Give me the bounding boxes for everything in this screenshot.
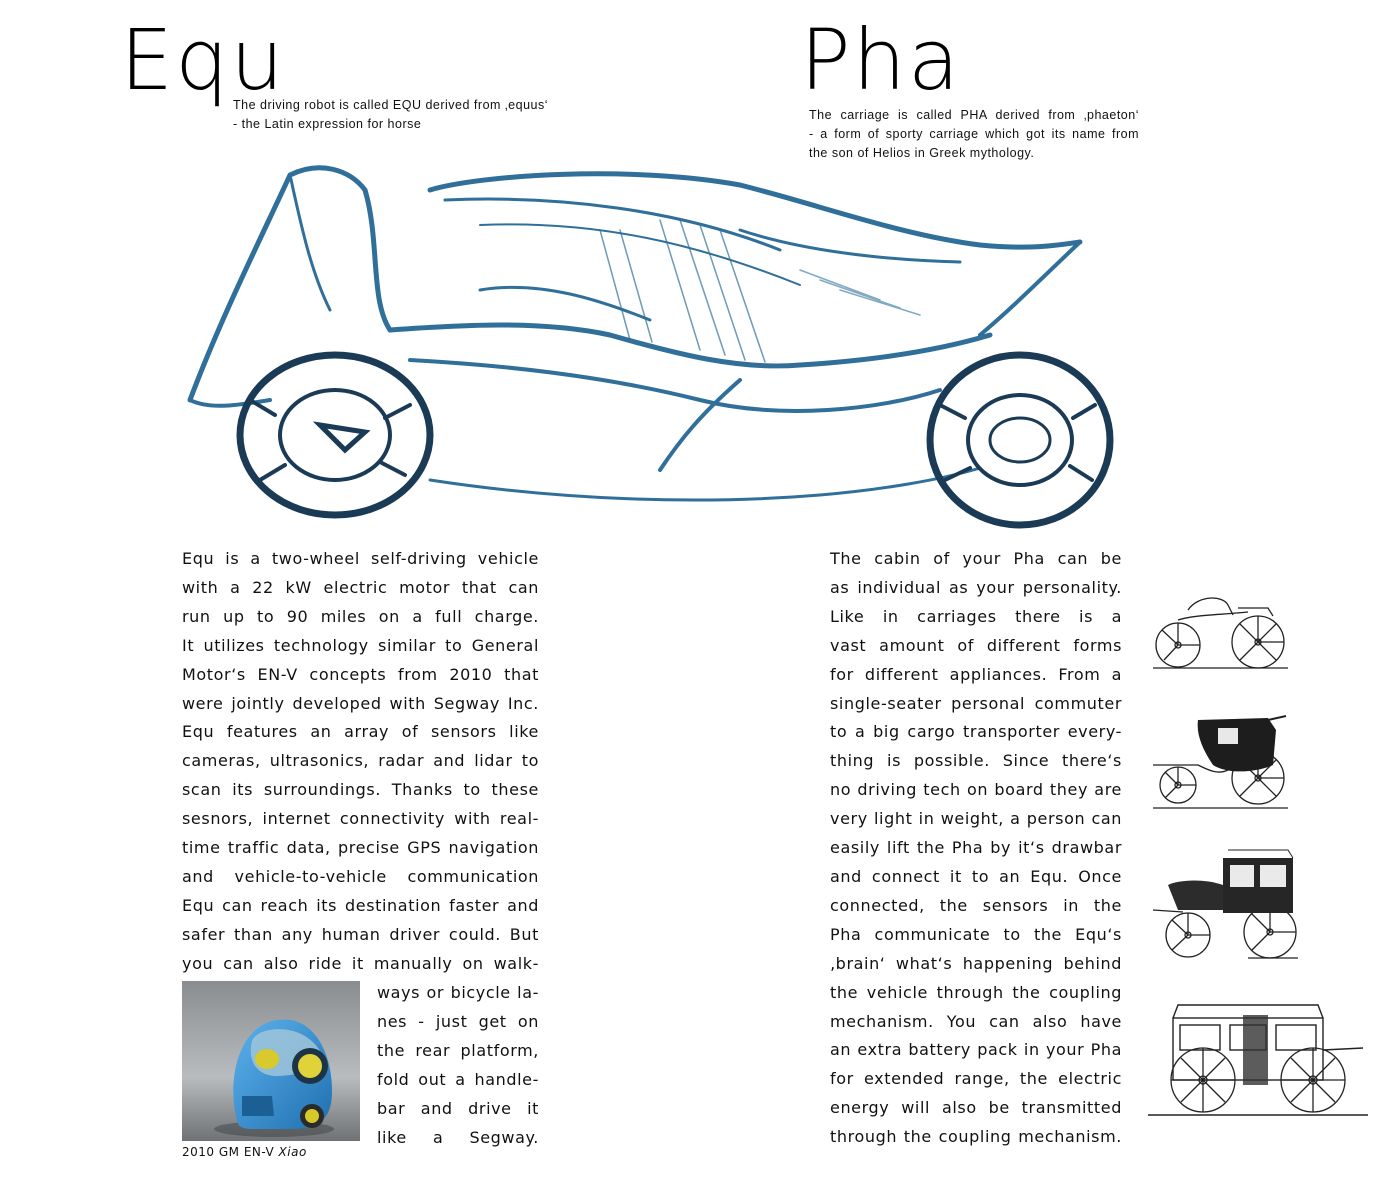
pha-body-line: single-seater personal commuter (830, 693, 1122, 713)
equ-body-line: like a Segway. (377, 1127, 539, 1147)
equ-subtitle-line: - the Latin expression for horse (233, 117, 422, 131)
vehicle-sketch (180, 150, 1160, 540)
pha-body-line: for different appliances. From a (830, 664, 1122, 684)
pha-body-line: through the coupling mechanism. (830, 1127, 1122, 1147)
pha-subtitle-line: - a form of sporty carriage which got its name from (809, 127, 1139, 141)
equ-body-line: Equ can reach its destination faster and (182, 895, 539, 915)
equ-body-line: run up to 90 miles on a full charge. (182, 606, 539, 626)
env-photo-caption (182, 1145, 307, 1159)
equ-body-line: nes - just get on (377, 1011, 539, 1031)
pha-body-line: for extended range, the electric (830, 1069, 1122, 1089)
pha-body-line: as individual as your personality. (830, 577, 1122, 597)
equ-body-line: were jointly developed with Segway Inc. (182, 693, 539, 713)
equ-body-line: fold out a handle- (377, 1069, 539, 1089)
equ-body-line: It utilizes technology similar to General (182, 635, 539, 655)
pha-subtitle-line: The carriage is called PHA derived from ‚phaeton‘ (809, 108, 1139, 122)
pha-subtitle-line: the son of Helios in Greek mythology. (809, 146, 1035, 160)
pha-body-line: easily lift the Pha by it‘s drawbar (830, 838, 1122, 858)
pha-body-text (830, 545, 1122, 1152)
caption-italic: Xiao (278, 1145, 307, 1159)
pha-body-line: and connect it to an Equ. Once (830, 866, 1122, 886)
equ-body-line: bar and drive it (377, 1098, 539, 1118)
pha-body-line: ‚brain‘ what‘s happening behind (830, 953, 1122, 973)
carriage-phaeton-illustration (1148, 590, 1288, 675)
pha-body-line: no driving tech on board they are (830, 780, 1122, 800)
equ-body-line: you can also ride it manually on walk- (182, 953, 539, 973)
pha-title: Pha (800, 11, 962, 109)
pha-body-line: The cabin of your Pha can be (830, 549, 1122, 568)
pha-body-line: Like in carriages there is a (830, 606, 1122, 626)
pha-body-line: energy will also be transmitted (830, 1098, 1122, 1118)
pha-body-line: mechanism. You can also have (830, 1011, 1122, 1031)
pha-body-line: an extra battery pack in your Pha (830, 1040, 1122, 1060)
pha-body-line: connected, the sensors in the (830, 895, 1122, 915)
equ-subtitle (233, 96, 548, 134)
equ-body-line: the rear platform, (377, 1040, 539, 1060)
equ-body-text-narrow (377, 979, 539, 1152)
pha-body-line: to a big cargo transporter every- (830, 722, 1122, 742)
pha-body-line: very light in weight, a person can (830, 809, 1122, 829)
equ-body-line: ways or bicycle la- (377, 983, 539, 1002)
equ-body-line: cameras, ultrasonics, radar and lidar to (182, 751, 539, 771)
equ-body-line: and vehicle-to-vehicle communication (182, 866, 539, 886)
equ-body-line: scan its surroundings. Thanks to these (182, 780, 539, 800)
equ-body-text (182, 545, 539, 979)
equ-body-line: sesnors, internet connectivity with real- (182, 809, 539, 829)
equ-subtitle-line: The driving robot is called EQU derived from ‚equus‘ (233, 98, 549, 112)
pha-body-line: the vehicle through the coupling (830, 982, 1122, 1002)
pha-body-line: Pha communicate to the Equ‘s (830, 924, 1122, 944)
env-xiao-photo (182, 981, 360, 1141)
equ-body-line: with a 22 kW electric motor that can (182, 577, 539, 597)
carriage-stagecoach-illustration (1148, 990, 1370, 1120)
equ-body-line: safer than any human driver could. But (182, 924, 539, 944)
carriage-landau-illustration (1148, 840, 1298, 965)
carriage-coupe-illustration (1148, 710, 1288, 810)
equ-body-line: Equ is a two-wheel self-driving vehicle (182, 549, 539, 568)
equ-body-line: time traffic data, precise GPS navigation (182, 838, 539, 858)
equ-body-line: Motor‘s EN-V concepts from 2010 that (182, 664, 539, 684)
caption-text: 2010 GM EN-V (182, 1145, 275, 1159)
equ-body-line: Equ features an array of sensors like (182, 722, 539, 742)
equ-title: Equ (120, 11, 286, 109)
pha-body-line: vast amount of different forms (830, 635, 1122, 655)
pha-body-line: thing is possible. Since there‘s (830, 751, 1122, 771)
